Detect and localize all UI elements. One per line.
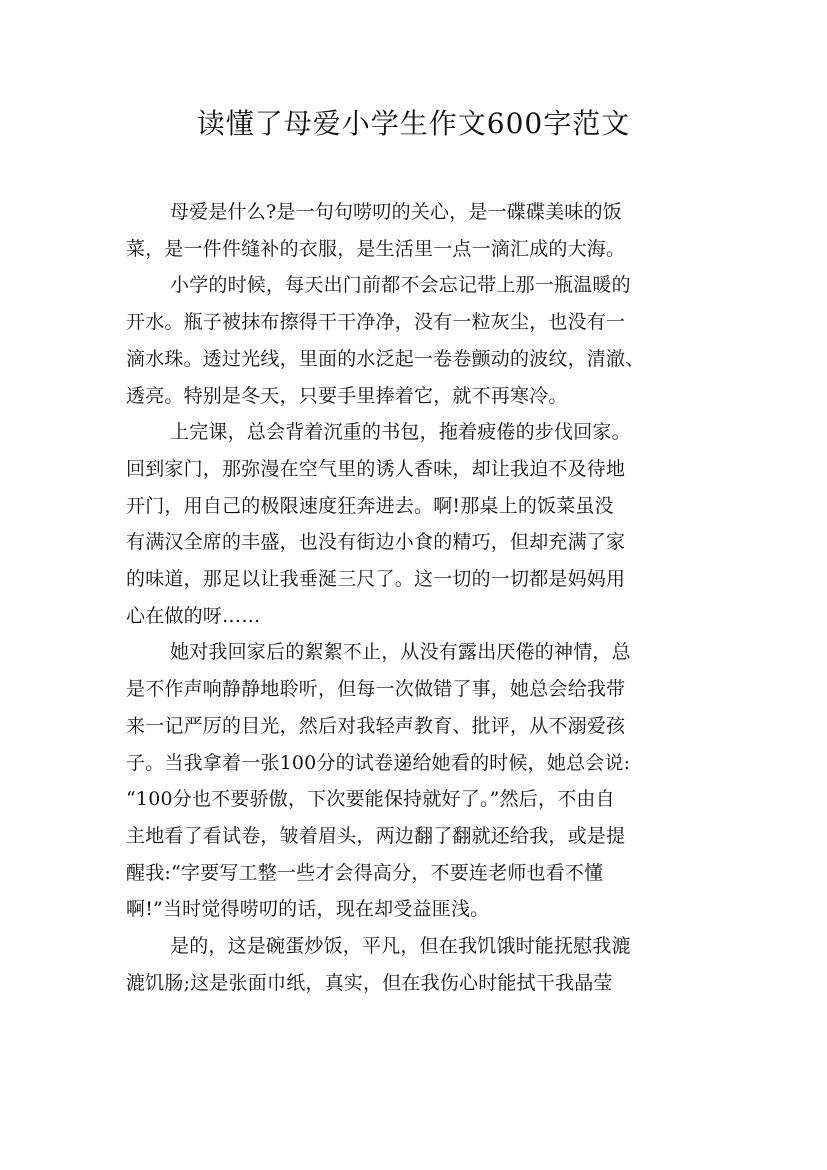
paragraph-line: 漉饥肠;这是张面巾纸，真实，但在我伤心时能拭干我晶莹 (126, 971, 613, 994)
paragraph-line: 子。当我拿着一张100分的试卷递给她看的时候，她总会说: (126, 751, 631, 774)
paragraph-first-line: 她对我回家后的絮絮不止，从没有露出厌倦的神情，总 (170, 641, 631, 664)
paragraph-line: 开门，用自己的极限速度狂奔进去。啊!那桌上的饭菜虽没 (126, 494, 614, 517)
paragraph-first-line: 母爱是什么?是一句句唠叨的关心，是一碟碟美味的饭 (170, 201, 622, 223)
paragraph-line: 是不作声响静静地聆听，但每一次做错了事，她总会给我带 (126, 678, 626, 701)
paragraph-line: 来一记严厉的目光，然后对我轻声教育、批评，从不溺爱孩 (126, 714, 626, 737)
paragraph-first-line: 上完课，总会背着沉重的书包，拖着疲倦的步伐回家。 (170, 421, 631, 444)
paragraph-line: 有满汉全席的丰盛，也没有街边小食的精巧，但却充满了家 (126, 531, 626, 554)
paragraph-line: 滴水珠。透过光线，里面的水泛起一卷卷颤动的波纹，清澈、 (126, 347, 645, 370)
paragraph-line: 啊!”当时觉得唠叨的话，现在却受益匪浅。 (126, 898, 490, 921)
paragraph-line: 醒我:“字要写工整一些才会得高分，不要连老师也看不懂 (126, 861, 604, 884)
paragraph-line: 心在做的呀…… (126, 604, 261, 627)
paragraph-line: 回到家门，那弥漫在空气里的诱人香味，却让我迫不及待地 (126, 457, 626, 480)
paragraph-line: 菜，是一件件缝补的衣服，是生活里一点一滴汇成的大海。 (126, 237, 626, 260)
paragraph-line: 透亮。特别是冬天，只要手里捧着它，就不再寒冷。 (126, 384, 568, 407)
paragraph-line: 主地看了看试卷，皱着眉头，两边翻了翻就还给我，或是提 (126, 824, 626, 847)
paragraph-first-line: 是的，这是碗蛋炒饭，平凡，但在我饥饿时能抚慰我漉 (170, 935, 631, 957)
paragraph-line: 的味道，那足以让我垂涎三尺了。这一切的一切都是妈妈用 (126, 568, 626, 590)
paragraph-line: 开水。瓶子被抹布擦得干干净净，没有一粒灰尘，也没有一 (126, 311, 626, 334)
paragraph-first-line: 小学的时候，每天出门前都不会忘记带上那一瓶温暖的 (170, 274, 631, 297)
document-title: 读懂了母爱小学生作文600字范文 (196, 107, 631, 140)
paragraph-line: “100分也不要骄傲，下次要能保持就好了。”然后，不由自 (126, 788, 615, 811)
